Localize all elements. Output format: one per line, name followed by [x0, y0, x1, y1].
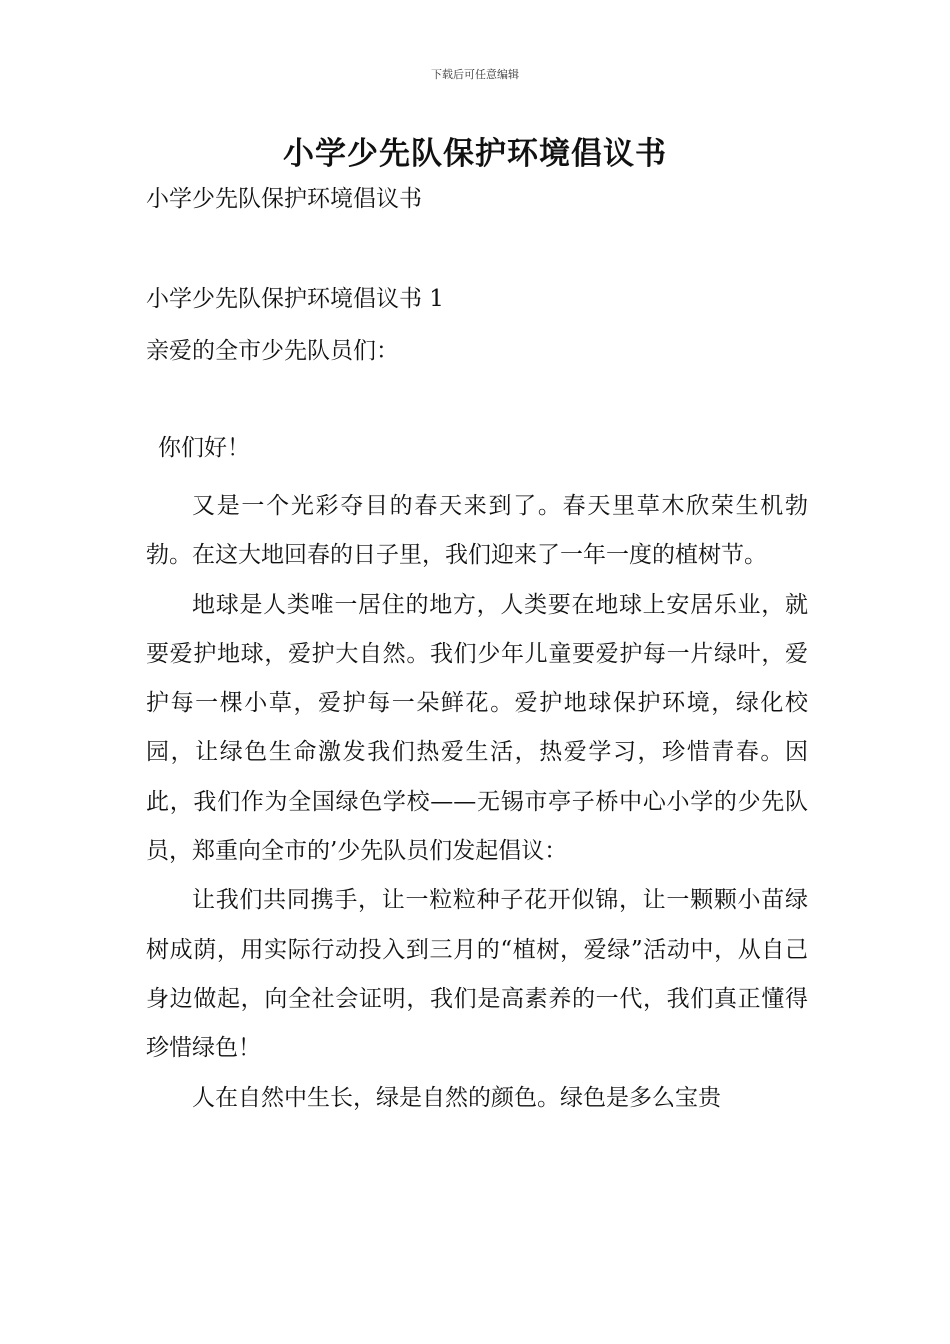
greeting: 你们好！	[158, 435, 250, 461]
document-title: 小学少先队保护环境倡议书	[283, 136, 667, 172]
paragraph: 地球是人类唯一居住的地方，人类要在地球上安居乐业，就要爱护地球，爱护大自然。我们少年儿童要爱护每一片绿叶，爱护每一棵小草，爱护每一朵鲜花。爱护地球保护环境，绿化校园，让绿色生命激发我们热爱生活，热爱学习，珍惜青春。因此，我们作为全国绿色学校——无锡市亭子桥中心小学的少先队员，郑重向全市的’少先队员们发起倡议：	[146, 591, 808, 865]
header-note: 下载后可任意编辑	[431, 68, 519, 81]
paragraph: 人在自然中生长，绿是自然的颜色。绿色是多么宝贵	[192, 1084, 721, 1111]
subtitle: 小学少先队保护环境倡议书	[146, 186, 422, 212]
paragraph: 又是一个光彩夺目的春天来到了。春天里草木欣荣生机勃勃。在这大地回春的日子里，我们迎来了一年一度的植树节。	[146, 493, 808, 569]
salutation: 亲爱的全市少先队员们：	[146, 338, 399, 364]
paragraph: 让我们共同携手，让一粒粒种子花开似锦，让一颗颗小苗绿树成荫，用实际行动投入到三月的“植树，爱绿”活动中，从自己身边做起，向全社会证明，我们是高素养的一代，我们真正懂得珍惜绿色！	[146, 887, 808, 1062]
section-heading: 小学少先队保护环境倡议书 1	[146, 286, 444, 312]
body-text	[146, 482, 808, 1123]
